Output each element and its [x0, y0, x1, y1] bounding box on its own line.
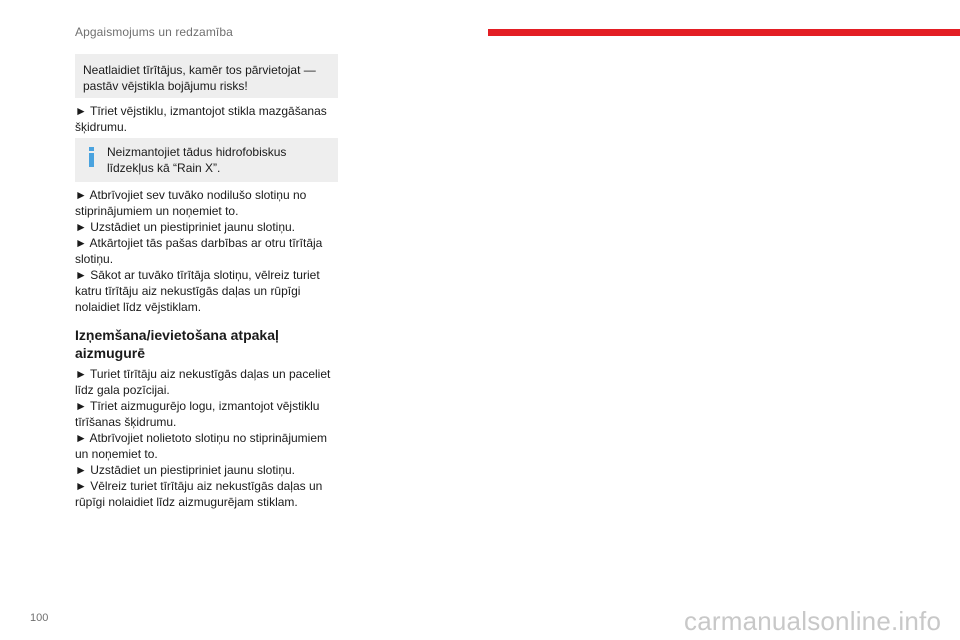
info-note	[75, 138, 338, 182]
instruction-paragraph	[75, 103, 340, 135]
step-line: un noņemiet to.	[75, 447, 158, 461]
step-line: rūpīgi nolaidiet līdz aizmugurējam stiklam.	[75, 495, 298, 509]
step-line: ► Vēlreiz turiet tīrītāju aiz nekustīgās daļas un	[75, 479, 323, 493]
accent-bar	[488, 29, 960, 36]
step-line: ► Turiet tīrītāju aiz nekustīgās daļas un paceliet	[75, 367, 331, 381]
info-line: Neizmantojiet tādus hidrofobiskus	[107, 145, 287, 159]
step-line: tīrīšanas šķidrumu.	[75, 415, 177, 429]
heading-line: Izņemšana/ievietošana atpakaļ	[75, 327, 279, 343]
step-line: ► Atbrīvojiet sev tuvāko nodilušo slotiņu no	[75, 188, 307, 202]
info-icon	[87, 147, 95, 169]
step-line: nolaidiet līdz vējstiklam.	[75, 300, 202, 314]
info-line: līdzekļus kā “Rain X”.	[107, 161, 221, 175]
warning-note	[75, 54, 338, 98]
paragraph-line: ► Tīriet vējstiklu, izmantojot stikla mazgāšanas	[75, 104, 327, 118]
running-header: Apgaismojums un redzamība	[75, 25, 233, 39]
warning-line: Neatlaidiet tīrītājus, kamēr tos pārvietojat —	[83, 63, 316, 77]
steps-front	[75, 187, 340, 315]
section-heading	[75, 326, 340, 362]
step-line: ► Sākot ar tuvāko tīrītāja slotiņu, vēlreiz turiet	[75, 268, 320, 282]
step-line: stiprinājumiem un noņemiet to.	[75, 204, 239, 218]
step-line: līdz gala pozīcijai.	[75, 383, 170, 397]
watermark: carmanualsonline.info	[684, 606, 942, 636]
step-line: ► Uzstādiet un piestipriniet jaunu slotiņu.	[75, 220, 295, 234]
step-line: ► Atkārtojiet tās pašas darbības ar otru tīrītāja	[75, 236, 323, 250]
step-line: ► Uzstādiet un piestipriniet jaunu slotiņu.	[75, 463, 295, 477]
page-number: 100	[30, 612, 49, 624]
step-line: katru tīrītāju aiz nekustīgās daļas un rūpīgi	[75, 284, 301, 298]
step-line: slotiņu.	[75, 252, 114, 266]
warning-line: pastāv vējstikla bojājumu risks!	[83, 79, 248, 93]
step-line: ► Tīriet aizmugurējo logu, izmantojot vējstiklu	[75, 399, 320, 413]
steps-rear	[75, 366, 340, 510]
step-line: ► Atbrīvojiet nolietoto slotiņu no stiprinājumiem	[75, 431, 327, 445]
heading-line: aizmugurē	[75, 345, 146, 361]
paragraph-line: šķidrumu.	[75, 120, 128, 134]
